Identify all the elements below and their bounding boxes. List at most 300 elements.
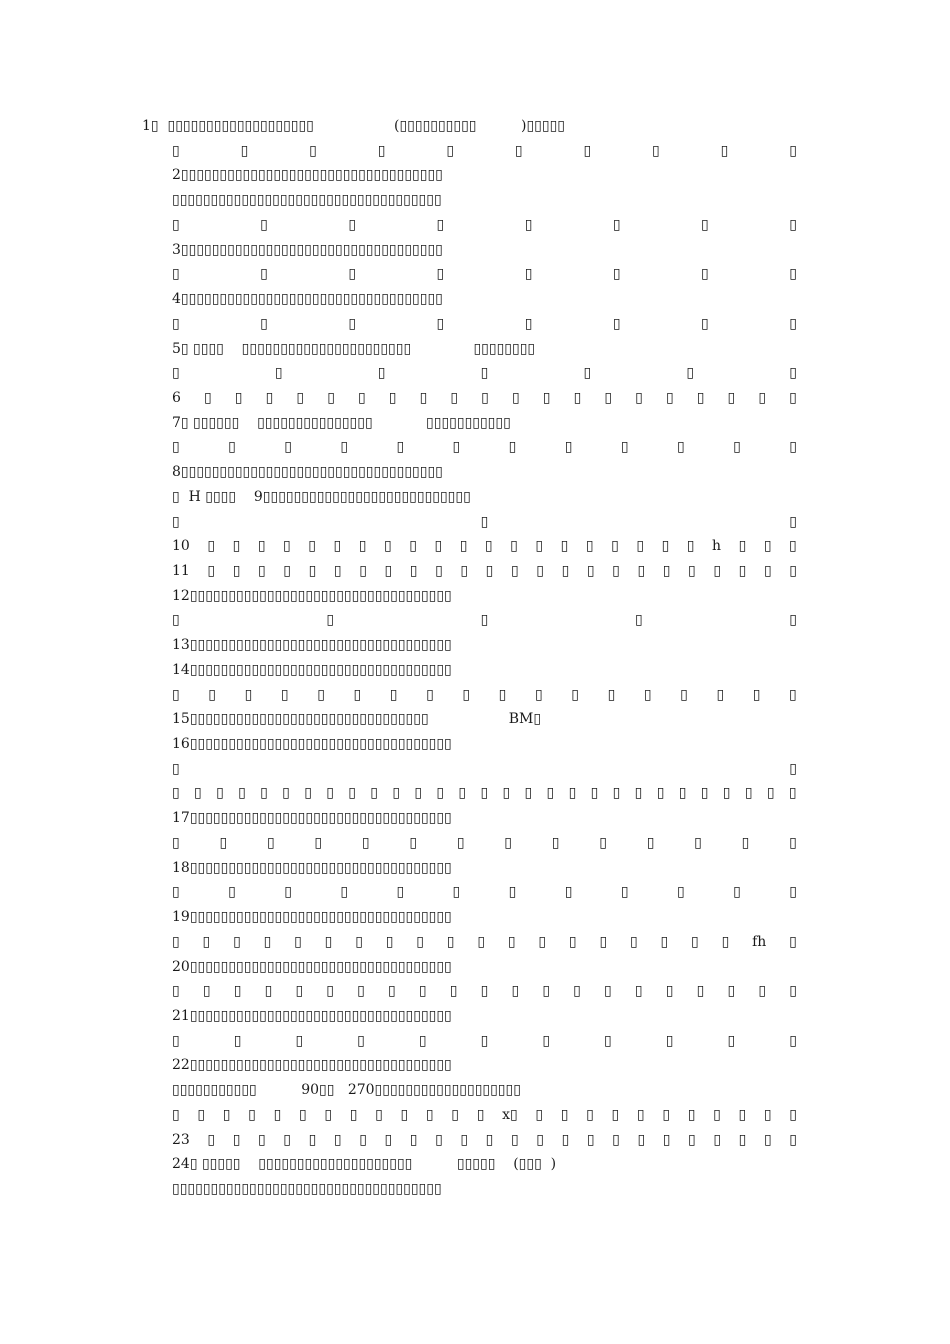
text-fragment: ▯ (258, 1131, 266, 1148)
text-fragment: ▯ (612, 785, 621, 802)
text-fragment: ▯ (612, 315, 621, 332)
text-fragment: ▯ (629, 933, 638, 950)
text-fragment: ▯ (604, 1032, 612, 1049)
text-line (172, 931, 797, 953)
text-fragment: ▯ (524, 315, 533, 332)
text-fragment: ▯ (696, 389, 705, 406)
text-fragment: ▯ (396, 439, 405, 456)
text-fragment: ▯ (789, 439, 797, 456)
text-fragment: ▯ (232, 563, 241, 579)
text-fragment: ▯ (340, 439, 349, 456)
text-fragment: 10 (172, 538, 190, 555)
text-fragment: ▯ (248, 1106, 256, 1123)
text-fragment: ▯ (340, 884, 349, 901)
text-line (172, 263, 797, 285)
text-fragment: ▯ (172, 760, 180, 777)
text-line: 14▯▯▯▯▯▯▯▯▯▯▯▯▯▯▯▯▯▯▯▯▯▯▯▯▯▯▯▯▯▯▯▯▯▯ (172, 661, 452, 678)
text-fragment: ▯ (634, 785, 643, 802)
text-fragment: ▯ (326, 785, 334, 802)
text-fragment: ▯ (294, 933, 302, 950)
text-line: 18▯▯▯▯▯▯▯▯▯▯▯▯▯▯▯▯▯▯▯▯▯▯▯▯▯▯▯▯▯▯▯▯▯▯ (172, 859, 452, 876)
text-fragment: ▯ (388, 983, 396, 1000)
text-fragment: ▯ (377, 142, 386, 159)
text-fragment: ▯ (283, 538, 291, 555)
text-fragment: h (712, 538, 722, 555)
text-line: 24▯ ▯▯▯▯▯ ▯▯▯▯▯▯▯▯▯▯▯▯▯▯▯▯▯▯▯▯ ▯▯▯▯▯ (▯▯▯ ) (172, 1156, 557, 1173)
text-line (172, 535, 797, 557)
text-fragment: ▯ (542, 389, 551, 406)
text-fragment: ▯ (418, 1032, 427, 1049)
text-fragment: 6 (172, 389, 181, 406)
text-fragment: ▯ (789, 834, 797, 851)
text-fragment: ▯ (266, 834, 275, 851)
text-fragment: ▯ (560, 1106, 569, 1123)
text-fragment: ▯ (789, 1131, 797, 1148)
text-fragment: ▯ (400, 1106, 409, 1123)
text-fragment: ▯ (599, 834, 607, 851)
text-fragment: ▯ (385, 933, 394, 950)
text-fragment: ▯ (694, 834, 702, 851)
text-fragment: ▯ (573, 389, 582, 406)
text-fragment: ▯ (280, 686, 289, 703)
text-line (172, 560, 797, 582)
text-fragment: ▯ (389, 686, 398, 703)
text-fragment: ▯ (358, 538, 367, 555)
text-fragment: ▯ (348, 315, 357, 332)
text-fragment: ▯ (789, 760, 797, 777)
text-fragment: ▯ (260, 266, 268, 283)
text-fragment: ▯ (295, 983, 304, 1000)
text-fragment: ▯ (377, 365, 386, 382)
text-fragment: ▯ (234, 389, 243, 406)
text-fragment: ▯ (502, 785, 511, 802)
text-fragment: ▯ (233, 933, 241, 950)
text-fragment: ▯ (426, 686, 434, 703)
text-fragment: ▯ (349, 1106, 358, 1123)
text-line: 17▯▯▯▯▯▯▯▯▯▯▯▯▯▯▯▯▯▯▯▯▯▯▯▯▯▯▯▯▯▯▯▯▯▯ (172, 810, 452, 827)
text-fragment: ▯ (586, 1106, 594, 1123)
text-fragment: ▯ (713, 1106, 721, 1123)
text-fragment: ▯ (536, 563, 544, 579)
text-fragment: ▯ (485, 563, 494, 579)
text-fragment: ▯ (789, 983, 797, 1000)
text-line: ▯ H ▯▯▯▯ 9▯▯▯▯▯▯▯▯▯▯▯▯▯▯▯▯▯▯▯▯▯▯▯▯▯▯▯ (172, 488, 471, 505)
text-fragment: ▯ (561, 563, 570, 579)
text-fragment: ▯ (504, 834, 512, 851)
text-fragment: ▯ (202, 933, 211, 950)
text-fragment: ▯ (414, 785, 423, 802)
text-fragment: ▯ (571, 686, 579, 703)
text-fragment: ▯ (172, 1032, 180, 1049)
text-fragment: ▯ (665, 389, 674, 406)
text-fragment: ▯ (462, 686, 471, 703)
text-fragment: ▯ (646, 834, 655, 851)
text-line: 7▯ ▯▯▯▯▯▯ ▯▯▯▯▯▯▯▯▯▯▯▯▯▯▯ ▯▯▯▯▯▯▯▯▯▯▯ (172, 414, 511, 431)
text-fragment: ▯ (240, 142, 249, 159)
text-fragment: ▯ (436, 266, 445, 283)
text-line (172, 980, 797, 1002)
text-line: 21▯▯▯▯▯▯▯▯▯▯▯▯▯▯▯▯▯▯▯▯▯▯▯▯▯▯▯▯▯▯▯▯▯▯ (172, 1007, 452, 1024)
text-fragment: ▯ (686, 538, 695, 555)
text-fragment: ▯ (460, 1131, 469, 1148)
text-line (172, 609, 797, 631)
text-fragment: ▯ (172, 785, 180, 802)
text-fragment: ▯ (643, 686, 652, 703)
text-line: 3▯▯▯▯▯▯▯▯▯▯▯▯▯▯▯▯▯▯▯▯▯▯▯▯▯▯▯▯▯▯▯▯▯▯ (172, 241, 443, 258)
text-fragment: ▯ (452, 884, 461, 901)
text-line (172, 362, 797, 384)
text-fragment: ▯ (727, 389, 736, 406)
text-fragment: ▯ (446, 933, 455, 950)
text-fragment: ▯ (436, 785, 445, 802)
text-fragment: ▯ (789, 686, 797, 703)
text-fragment: ▯ (317, 686, 325, 703)
text-fragment: ▯ (172, 686, 180, 703)
text-fragment: ▯ (172, 315, 180, 332)
text-fragment: ▯ (637, 1131, 646, 1148)
text-fragment: ▯ (620, 884, 629, 901)
text-fragment: ▯ (514, 142, 523, 159)
text-line: 15▯▯▯▯▯▯▯▯▯▯▯▯▯▯▯▯▯▯▯▯▯▯▯▯▯▯▯▯▯▯▯ BM▯ (172, 711, 542, 728)
text-line: 13▯▯▯▯▯▯▯▯▯▯▯▯▯▯▯▯▯▯▯▯▯▯▯▯▯▯▯▯▯▯▯▯▯▯ (172, 637, 452, 654)
text-fragment: ▯ (573, 983, 581, 1000)
text-fragment: ▯ (763, 1131, 772, 1148)
text-fragment: ▯ (333, 538, 342, 555)
text-fragment: ▯ (586, 1131, 595, 1148)
text-fragment: ▯ (511, 389, 520, 406)
text-fragment: ▯ (676, 439, 685, 456)
text-fragment: ▯ (219, 834, 228, 851)
text-fragment: ▯ (789, 365, 797, 382)
text-line: ▯▯▯▯▯▯▯▯▯▯▯ 90▯▯ 270▯▯▯▯▯▯▯▯▯▯▯▯▯▯▯▯▯▯▯ (172, 1082, 521, 1099)
text-fragment: ▯ (194, 785, 202, 802)
text-line (172, 832, 797, 854)
text-fragment: ▯ (481, 389, 489, 406)
text-fragment: ▯ (662, 1131, 671, 1148)
text-fragment: ▯ (446, 142, 455, 159)
text-fragment: ▯ (634, 983, 643, 1000)
text-line (172, 782, 797, 804)
text-fragment: ▯ (789, 1106, 797, 1123)
text-fragment: ▯ (508, 884, 517, 901)
text-fragment: ▯ (611, 538, 619, 555)
text-line: 4▯▯▯▯▯▯▯▯▯▯▯▯▯▯▯▯▯▯▯▯▯▯▯▯▯▯▯▯▯▯▯▯▯▯ (172, 291, 443, 307)
text-fragment: ▯ (375, 1106, 383, 1123)
text-fragment: ▯ (766, 785, 775, 802)
text-fragment: ▯ (583, 142, 592, 159)
text-fragment: ▯ (383, 538, 392, 555)
text-fragment: ▯ (701, 315, 709, 332)
text-fragment: ▯ (498, 686, 507, 703)
text-fragment: ▯ (353, 686, 362, 703)
text-line: 16▯▯▯▯▯▯▯▯▯▯▯▯▯▯▯▯▯▯▯▯▯▯▯▯▯▯▯▯▯▯▯▯▯▯ (172, 736, 452, 752)
text-fragment: ▯ (384, 563, 393, 579)
text-fragment: ▯ (744, 785, 753, 802)
text-line (172, 1129, 797, 1151)
text-fragment: ▯ (665, 983, 674, 1000)
text-fragment: ▯ (238, 785, 246, 802)
text-fragment: ▯ (590, 785, 599, 802)
text-fragment: ▯ (480, 1032, 489, 1049)
text-fragment: ▯ (789, 513, 797, 530)
text-fragment: ▯ (449, 983, 458, 1000)
text-fragment: ▯ (635, 389, 643, 406)
text-fragment: ▯ (687, 1106, 696, 1123)
text-line: 19▯▯▯▯▯▯▯▯▯▯▯▯▯▯▯▯▯▯▯▯▯▯▯▯▯▯▯▯▯▯▯▯▯▯ (172, 909, 452, 925)
text-fragment: ▯ (604, 389, 613, 406)
text-fragment: ▯ (425, 1106, 434, 1123)
text-fragment: ▯ (264, 983, 273, 1000)
text-fragment: ▯ (172, 513, 180, 530)
text-line (172, 140, 797, 162)
text-fragment: ▯ (788, 785, 797, 802)
text-fragment: ▯ (172, 834, 180, 851)
text-fragment: ▯ (284, 884, 292, 901)
text-fragment: ▯ (763, 538, 772, 555)
text-fragment: ▯ (727, 983, 736, 1000)
text-fragment: ▯ (314, 834, 323, 851)
text-fragment: ▯ (763, 563, 772, 579)
text-fragment: ▯ (510, 1131, 519, 1148)
text-fragment: ▯ (436, 315, 445, 332)
text-fragment: ▯ (652, 142, 660, 159)
text-fragment: ▯ (758, 389, 767, 406)
text-fragment: ▯ (585, 538, 594, 555)
text-fragment: ▯ (485, 1131, 494, 1148)
text-fragment: ▯ (480, 612, 489, 629)
text-fragment: ▯ (392, 785, 401, 802)
text-fragment: ▯ (172, 933, 180, 950)
text-fragment: ▯ (216, 785, 224, 802)
text-fragment: ▯ (758, 983, 767, 1000)
text-fragment: ▯ (283, 1131, 292, 1148)
text-fragment: ▯ (298, 1106, 307, 1123)
text-fragment: ▯ (789, 315, 797, 332)
text-fragment: ▯ (409, 834, 418, 851)
text-fragment: ▯ (789, 612, 797, 629)
text-fragment: ▯ (701, 216, 709, 233)
text-fragment: ▯ (452, 439, 461, 456)
text-fragment: ▯ (172, 884, 180, 901)
text-fragment: ▯ (309, 142, 317, 159)
text-fragment: ▯ (359, 1131, 367, 1148)
text-fragment: ▯ (733, 439, 741, 456)
text-fragment: ▯ (260, 785, 268, 802)
text-fragment: ▯ (480, 785, 489, 802)
text-line (172, 881, 797, 903)
text-fragment: ▯ (534, 686, 543, 703)
text-fragment: ▯ (416, 933, 424, 950)
text-fragment: ▯ (660, 933, 669, 950)
text-fragment: ▯ (634, 612, 643, 629)
text-line (172, 1030, 797, 1052)
text-fragment: ▯ (511, 983, 520, 1000)
text-fragment: ▯ (208, 686, 217, 703)
text-fragment: ▯ (721, 933, 730, 950)
text-fragment: ▯ (508, 439, 517, 456)
text-fragment: ▯ (691, 933, 699, 950)
text-fragment: ▯ (388, 389, 397, 406)
text-fragment: ▯ (172, 266, 180, 283)
text-fragment: ▯ (507, 933, 516, 950)
text-fragment: ▯ (228, 439, 236, 456)
text-fragment: ▯ (409, 563, 418, 579)
text-fragment: ▯ (477, 933, 486, 950)
text-fragment: ▯ (568, 933, 577, 950)
text-line: 2▯▯▯▯▯▯▯▯▯▯▯▯▯▯▯▯▯▯▯▯▯▯▯▯▯▯▯▯▯▯▯▯▯▯ (172, 167, 443, 184)
text-fragment: ▯ (370, 785, 378, 802)
text-fragment: ▯ (583, 365, 592, 382)
text-fragment: ▯ (542, 1032, 551, 1049)
text-fragment: ▯ (326, 983, 335, 1000)
text-fragment: ▯ (789, 142, 797, 159)
text-fragment: ▯ (789, 563, 797, 579)
text-fragment: ▯ (720, 142, 729, 159)
text-fragment: 11 (172, 563, 190, 579)
text-line: 20▯▯▯▯▯▯▯▯▯▯▯▯▯▯▯▯▯▯▯▯▯▯▯▯▯▯▯▯▯▯▯▯▯▯ (172, 958, 452, 975)
text-fragment: ▯ (752, 686, 761, 703)
text-fragment: ▯ (274, 365, 283, 382)
text-fragment: ▯ (295, 1032, 304, 1049)
text-fragment: ▯ (789, 266, 797, 283)
text-fragment: ▯ (604, 983, 612, 1000)
text-fragment: ▯ (333, 1131, 342, 1148)
text-fragment: ▯ (661, 538, 670, 555)
text-fragment: ▯ (686, 365, 695, 382)
text-fragment: ▯ (665, 1032, 674, 1049)
text-fragment: ▯ (222, 1106, 231, 1123)
text-fragment: ▯ (484, 538, 493, 555)
text-fragment: ▯ (738, 563, 747, 579)
text-line: 5▯ ▯▯▯▯ ▯▯▯▯▯▯▯▯▯▯▯▯▯▯▯▯▯▯▯▯▯▯ ▯▯▯▯▯▯▯▯ (172, 340, 536, 357)
text-fragment: ▯ (228, 884, 236, 901)
text-fragment: ▯ (273, 1106, 282, 1123)
text-fragment: ▯ (738, 1106, 747, 1123)
text-fragment: ▯ (620, 439, 629, 456)
text-fragment: ▯ (283, 563, 292, 579)
text-fragment: ▯ (599, 933, 608, 950)
text-fragment: ▯ (607, 686, 616, 703)
text-fragment: ▯ (459, 538, 468, 555)
text-fragment: ▯ (308, 538, 316, 555)
text-fragment: ▯ (636, 538, 645, 555)
text-fragment: ▯ (656, 785, 665, 802)
text-fragment: ▯ (409, 1131, 418, 1148)
text-fragment: ▯ (524, 216, 533, 233)
text-fragment: ▯ (436, 216, 445, 233)
text-fragment: ▯ (233, 983, 242, 1000)
text-fragment: ▯ (738, 538, 747, 555)
text-fragment: ▯ (611, 1106, 620, 1123)
text-fragment: ▯ (308, 563, 317, 579)
text-fragment: ▯ (480, 983, 489, 1000)
text-fragment: ▯ (284, 439, 292, 456)
text-fragment: ▯ (324, 1106, 333, 1123)
text-line (172, 684, 797, 706)
text-fragment: ▯ (172, 612, 180, 629)
text-fragment: ▯ (733, 884, 741, 901)
text-fragment: ▯ (324, 933, 333, 950)
text-fragment: ▯ (263, 933, 272, 950)
text-fragment: ▯ (612, 1131, 620, 1148)
text-line (172, 436, 797, 458)
text-fragment: ▯ (172, 983, 180, 1000)
text-fragment: ▯ (233, 1032, 242, 1049)
text-fragment: ▯ (197, 1106, 206, 1123)
text-fragment: ▯ (260, 315, 268, 332)
text-fragment: ▯ (348, 785, 356, 802)
text-fragment: ▯ (458, 785, 467, 802)
text-fragment: ▯ (636, 1106, 645, 1123)
text-fragment: ▯ (204, 389, 212, 406)
text-fragment: ▯ (524, 785, 533, 802)
text-fragment: ▯ (359, 563, 367, 579)
text-fragment: ▯ (409, 538, 417, 555)
text-fragment: ▯ (419, 389, 428, 406)
text-fragment: ▯ (713, 563, 722, 579)
text-fragment: ▯ (357, 389, 366, 406)
text-fragment: ▯ (637, 563, 646, 579)
text-fragment: ▯ (688, 563, 696, 579)
text-fragment: ▯ (536, 1131, 544, 1148)
text-fragment: ▯ (676, 884, 685, 901)
text-line: 22▯▯▯▯▯▯▯▯▯▯▯▯▯▯▯▯▯▯▯▯▯▯▯▯▯▯▯▯▯▯▯▯▯▯ (172, 1057, 452, 1074)
text-fragment: ▯ (542, 983, 551, 1000)
text-fragment: ▯ (789, 389, 797, 406)
text-fragment: ▯ (524, 266, 533, 283)
text-fragment: ▯ (662, 563, 671, 579)
text-line (172, 1104, 797, 1126)
text-fragment: ▯ (612, 563, 620, 579)
text-fragment: ▯ (564, 439, 573, 456)
text-line: 8▯▯▯▯▯▯▯▯▯▯▯▯▯▯▯▯▯▯▯▯▯▯▯▯▯▯▯▯▯▯▯▯▯▯ (172, 464, 443, 481)
text-line: ▯▯▯▯▯▯▯▯▯▯▯▯▯▯▯▯▯▯▯▯▯▯▯▯▯▯▯▯▯▯▯▯▯▯▯ (172, 192, 442, 209)
text-fragment: ▯ (435, 1131, 443, 1148)
text-fragment: ▯ (722, 785, 731, 802)
text-line (172, 313, 797, 335)
text-line: 12▯▯▯▯▯▯▯▯▯▯▯▯▯▯▯▯▯▯▯▯▯▯▯▯▯▯▯▯▯▯▯▯▯▯ (172, 587, 452, 604)
text-line: 1▯ ▯▯▯▯▯▯▯▯▯▯▯▯▯▯▯▯▯▯▯ (▯▯▯▯▯▯▯▯▯▯ )▯▯▯▯▯ (142, 118, 565, 134)
text-fragment: ▯ (713, 1131, 722, 1148)
text-fragment: ▯ (327, 389, 335, 406)
text-fragment: ▯ (282, 785, 290, 802)
text-fragment: ▯ (434, 538, 443, 555)
text-fragment: ▯ (480, 365, 489, 382)
text-fragment: ▯ (688, 1131, 696, 1148)
text-fragment: ▯ (564, 884, 573, 901)
text-fragment: ▯ (535, 1106, 544, 1123)
text-fragment: ▯ (258, 563, 266, 579)
text-fragment: ▯ (586, 563, 595, 579)
text-fragment: ▯ (738, 1131, 747, 1148)
text-fragment: ▯ (308, 1131, 317, 1148)
text-fragment: ▯ (561, 1131, 570, 1148)
text-fragment: ▯ (568, 785, 577, 802)
text-fragment: ▯ (260, 216, 268, 233)
text-fragment: fh (752, 933, 767, 950)
text-fragment: ▯ (361, 834, 370, 851)
text-fragment: ▯ (296, 389, 305, 406)
text-fragment: ▯ (232, 538, 241, 555)
text-fragment: ▯ (535, 538, 544, 555)
text-fragment: ▯ (355, 933, 363, 950)
text-fragment: ▯ (476, 1106, 485, 1123)
text-fragment: ▯ (789, 538, 797, 555)
text-fragment: ▯ (678, 785, 687, 802)
text-line (172, 511, 797, 533)
text-fragment: ▯ (789, 884, 797, 901)
text-fragment: ▯ (456, 834, 465, 851)
